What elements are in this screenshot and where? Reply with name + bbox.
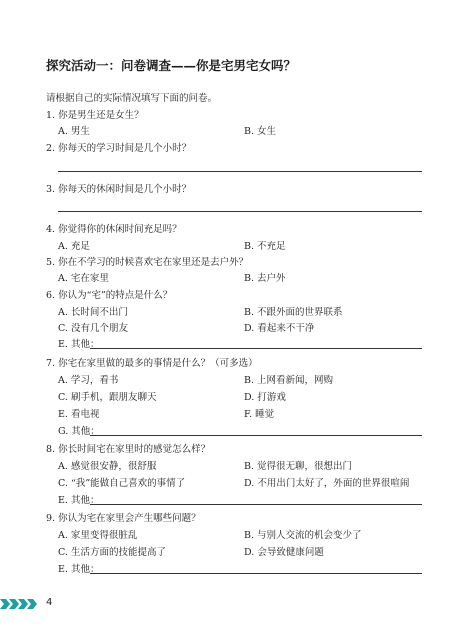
- q8-other-line[interactable]: [90, 504, 422, 505]
- q7-option-other: G. 其他：: [58, 426, 100, 437]
- page-title: 探究活动一：问卷调查——你是宅男宅女吗？: [46, 58, 297, 73]
- question-7: 7. 你宅在家里做的最多的事情是什么？（可多选）: [46, 358, 258, 369]
- q6-option-c[interactable]: C. 没有几个朋友: [58, 323, 128, 334]
- q7-other-line[interactable]: [90, 435, 422, 436]
- q3-answer-line[interactable]: [58, 211, 422, 212]
- q7-option-a[interactable]: A. 学习，看书: [58, 375, 119, 386]
- q7-option-c[interactable]: C. 刷手机，跟朋友聊天: [58, 392, 157, 403]
- q9-other-line[interactable]: [90, 573, 422, 574]
- q4-option-a[interactable]: A. 充足: [58, 241, 90, 252]
- q9-option-other: E. 其他：: [58, 564, 100, 575]
- q1-option-b[interactable]: B. 女生: [244, 126, 277, 137]
- q9-option-c[interactable]: C. 生活方面的技能提高了: [58, 547, 166, 558]
- question-4: 4. 你觉得你的休闲时间充足吗？: [46, 224, 182, 235]
- q6-option-b[interactable]: B. 不跟外面的世界联系: [244, 307, 343, 318]
- question-6: 6. 你认为“宅”的特点是什么？: [46, 290, 173, 301]
- footer-chevron-band: [0, 597, 40, 611]
- q9-option-b[interactable]: B. 与别人交流的机会变少了: [244, 530, 362, 541]
- page-number: 4: [46, 597, 53, 608]
- q8-option-c[interactable]: C. “我”能做自己喜欢的事情了: [58, 478, 186, 489]
- q7-option-d[interactable]: D. 打游戏: [244, 392, 286, 403]
- question-1: 1. 你是男生还是女生？: [46, 110, 144, 121]
- q2-answer-line[interactable]: [58, 171, 422, 172]
- q9-option-a[interactable]: A. 家里变得很脏乱: [58, 530, 138, 541]
- q7-option-b[interactable]: B. 上网看新闻，网购: [244, 375, 334, 386]
- q6-option-other: E. 其他：: [58, 339, 100, 350]
- q4-option-b[interactable]: B. 不充足: [244, 241, 286, 252]
- q5-option-b[interactable]: B. 去户外: [244, 273, 286, 284]
- q7-option-e[interactable]: E. 看电视: [58, 409, 100, 420]
- q6-option-d[interactable]: D. 看起来不干净: [244, 323, 315, 334]
- q8-option-d[interactable]: D. 不用出门太好了，外面的世界很喧闹: [244, 478, 410, 489]
- question-3: 3. 你每天的休闲时间是几个小时？: [46, 184, 192, 195]
- q1-option-a[interactable]: A. 男生: [58, 126, 90, 137]
- intro-text: 请根据自己的实际情况填写下面的问卷。: [46, 93, 218, 104]
- q9-option-d[interactable]: D. 会导致健康问题: [244, 547, 324, 558]
- question-8: 8. 你长时间宅在家里时的感觉怎么样？: [46, 444, 211, 455]
- q8-option-a[interactable]: A. 感觉很安静，很舒服: [58, 461, 157, 472]
- question-2: 2. 你每天的学习时间是几个小时？: [46, 143, 192, 154]
- question-9: 9. 你认为宅在家里会产生哪些问题？: [46, 513, 201, 524]
- q7-option-f[interactable]: F. 睡觉: [244, 409, 275, 420]
- q5-option-a[interactable]: A. 宅在家里: [58, 273, 109, 284]
- q8-option-other: E. 其他：: [58, 495, 100, 506]
- q8-option-b[interactable]: B. 觉得很无聊，很想出门: [244, 461, 353, 472]
- q6-option-a[interactable]: A. 长时间不出门: [58, 307, 128, 318]
- q6-other-line[interactable]: [90, 348, 422, 349]
- question-5: 5. 你在不学习的时候喜欢宅在家里还是去户外？: [46, 257, 249, 268]
